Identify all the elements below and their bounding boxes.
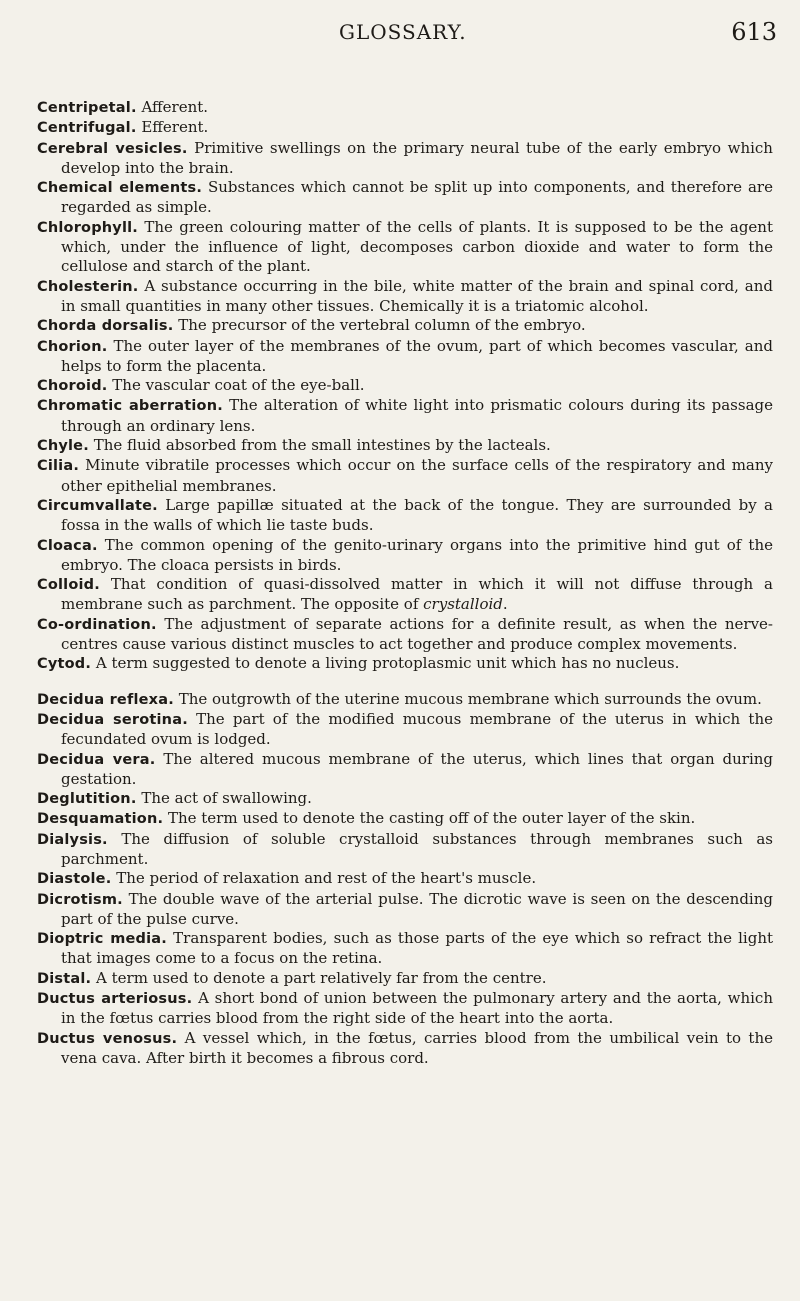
glossary-entry <box>37 139 773 179</box>
entry-term: Colloid. <box>37 577 100 594</box>
entry-term: Cytod. <box>37 656 92 673</box>
glossary-entry <box>37 929 773 969</box>
entry-term: Chemical elements. <box>37 180 203 197</box>
page-number: 613 <box>731 18 777 46</box>
entry-term: Chlorophyll. <box>37 219 139 236</box>
glossary-entry <box>37 536 773 576</box>
glossary-entry <box>37 118 773 138</box>
entry-definition: The precursor of the vertebral column of the embryo. <box>178 316 586 335</box>
entry-term: Deglutition. <box>37 791 137 808</box>
entry-definition: The act of swallowing. <box>141 789 312 808</box>
entry-definition: The alteration of white light into prismatic colours during its passage through an ordinary lens. <box>61 396 773 435</box>
glossary-entry <box>37 989 773 1029</box>
glossary-entry <box>37 376 773 396</box>
entry-definition: The double wave of the arterial pulse. The dicrotic wave is seen on the descending part of the pulse curve. <box>61 889 773 928</box>
entry-term: Decidua vera. <box>37 751 156 768</box>
glossary-entry <box>37 789 773 809</box>
entry-term: Chromatic aberration. <box>37 398 223 415</box>
glossary-entry <box>37 830 773 870</box>
glossary-entry <box>37 436 773 456</box>
entry-definition-tail: . <box>502 595 508 614</box>
entry-definition: A short bond of union between the pulmonary artery and the aorta, which in the fœtus carries blood from the right side of the heart into the aorta. <box>61 989 773 1028</box>
glossary-entry <box>37 654 773 674</box>
entry-term: Choroid. <box>37 378 108 395</box>
entry-term: Decidua serotina. <box>37 711 188 728</box>
entry-term: Cloaca. <box>37 537 98 554</box>
entry-term: Cilia. <box>37 458 80 475</box>
entry-term: Dialysis. <box>37 831 108 848</box>
entry-definition: The period of relaxation and rest of the heart's muscle. <box>116 869 537 888</box>
page-header <box>0 20 800 60</box>
glossary-entry <box>37 710 773 750</box>
entry-term: Chorda dorsalis. <box>37 318 174 335</box>
glossary-entry <box>37 890 773 930</box>
entry-definition: The adjustment of separate actions for a definite result, as when the nerve-centres cause various distinct muscles to act together and produce complex movements. <box>61 614 773 654</box>
glossary-entry <box>37 496 773 536</box>
entry-term: Centrifugal. <box>37 120 137 137</box>
glossary-entry <box>37 869 773 889</box>
glossary-entry <box>37 98 773 118</box>
entry-definition: The term used to denote the casting off of the outer layer of the skin. <box>167 809 696 828</box>
entry-definition: Substances which cannot be split up into components, and therefore are regarded as simple. <box>61 178 773 217</box>
entry-term: Diastole. <box>37 871 112 888</box>
entry-term: Desquamation. <box>37 811 164 828</box>
entry-definition: A term used to denote a part relatively far from the centre. <box>96 968 547 987</box>
entry-term: Centripetal. <box>37 100 137 116</box>
running-head: GLOSSARY. <box>339 20 467 44</box>
entry-definition: Afferent. <box>141 98 209 116</box>
glossary-entry <box>37 178 773 218</box>
glossary-entry <box>37 337 773 377</box>
entry-definition: Large papillæ situated at the back of the tongue. They are surrounded by a fossa in the walls of which lie taste buds. <box>61 495 773 535</box>
entry-term: Ductus arteriosus. <box>37 991 193 1008</box>
entry-definition: The outer layer of the membranes of the ovum, part of which becomes vascular, and helps to form the placenta. <box>61 336 773 375</box>
entry-definition: The altered mucous membrane of the uterus, which lines that organ during gestation. <box>61 749 774 788</box>
glossary-entry <box>37 396 773 436</box>
glossary-entry <box>37 316 773 336</box>
entry-definition: The diffusion of soluble crystalloid substances through membranes such as parchment. <box>61 829 773 868</box>
entry-term: Dicrotism. <box>37 891 123 908</box>
entry-term: Cholesterin. <box>37 278 139 295</box>
entry-definition: The outgrowth of the uterine mucous membrane which surrounds the ovum. <box>178 689 762 708</box>
entry-term: Dioptric media. <box>37 931 168 948</box>
entry-definition: Transparent bodies, such as those parts of the eye which so refract the light that images come to a focus on the retina. <box>61 929 774 968</box>
glossary-entry <box>37 456 773 496</box>
entry-term: Distal. <box>37 970 92 987</box>
entry-definition: A vessel which, in the fœtus, carries blood from the umbilical vein to the vena cava. After birth it becomes a fibrous cord. <box>61 1028 773 1067</box>
glossary-entry <box>37 750 773 790</box>
entry-term: Chorion. <box>37 338 108 355</box>
entry-term: Decidua reflexa. <box>37 691 174 708</box>
glossary-entry <box>37 690 773 710</box>
entry-term: Ductus venosus. <box>37 1030 178 1047</box>
glossary-entry <box>37 1029 773 1069</box>
entry-definition: A term suggested to denote a living protoplasmic unit which has no nucleus. <box>95 654 680 673</box>
entry-term: Cerebral vesicles. <box>37 140 188 157</box>
entry-term: Circumvallate. <box>37 497 158 514</box>
entry-definition: Minute vibratile processes which occur on the surface cells of the respiratory and many other epithelial membranes. <box>61 456 773 495</box>
glossary-entry <box>37 277 773 317</box>
glossary-entry <box>37 809 773 829</box>
glossary-entries <box>37 98 773 1068</box>
entry-definition: The vascular coat of the eye-ball. <box>112 376 365 395</box>
entry-definition: Efferent. <box>141 118 209 137</box>
glossary-entry <box>37 615 773 655</box>
entry-definition-italic: crystalloid <box>423 595 503 614</box>
entry-definition: The common opening of the genito-urinary organs into the primitive hind gut of the embryo. The cloaca persists in birds. <box>61 535 773 574</box>
entry-term: Co-ordination. <box>37 616 157 633</box>
entry-definition: The green colouring matter of the cells of plants. It is supposed to be the agent which, under the influence of light, decomposes carbon dioxide and water to form the cellulose and starch of the plant. <box>61 217 773 276</box>
entry-definition: That condition of quasi-dissolved matter in which it will not diffuse through a membrane such as parchment. The opposite of <box>61 575 773 614</box>
entry-definition: The part of the modified mucous membrane of the uterus in which the fecundated ovum is lodged. <box>61 709 773 749</box>
glossary-entry <box>37 969 773 989</box>
entry-definition: A substance occurring in the bile, white matter of the brain and spinal cord, and in small quantities in many other tissues. Chemically it is a triatomic alcohol. <box>61 276 773 315</box>
glossary-entry <box>37 575 773 615</box>
entry-definition: The fluid absorbed from the small intestines by the lacteals. <box>93 436 551 455</box>
glossary-entry <box>37 218 773 277</box>
entry-definition: Primitive swellings on the primary neural tube of the early embryo which develop into the brain. <box>61 138 773 177</box>
entry-term: Chyle. <box>37 438 89 455</box>
